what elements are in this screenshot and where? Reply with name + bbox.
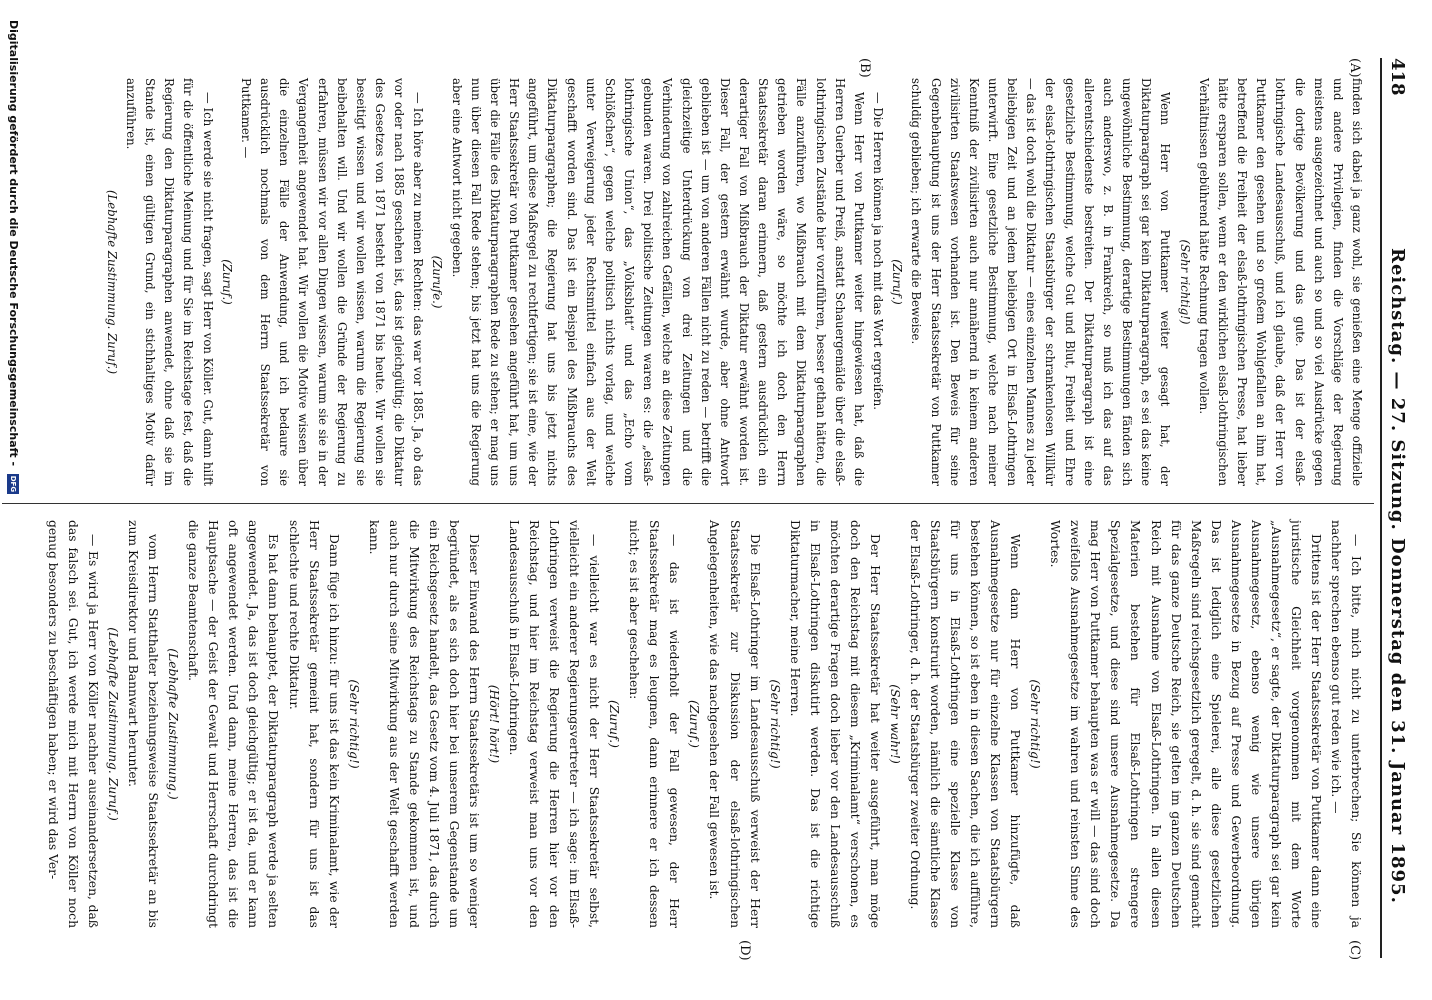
interjection: (Zurufe.)	[430, 255, 445, 309]
paragraph: — Ich werde sie nicht fragen, sagt Herr von Köller. Gut, dann hilft für die öffentliche Meinung und für Sie im Reichstage fest, daß die Regierung den Diktaturparagraphen anwendet, ohne daß sie im Stande ist, einen gültigen Grund, ein stichhaltiges Motiv dafür anzuführen.	[124, 78, 215, 486]
paragraph: Wenn dann Herr von Puttkamer hinzufügte, daß Ausnahmegesetze nur für einzelne Klassen von Staatsbürgern bestehen können, so ist eben in diesen Sachen, die ich aufführe, für uns in Elsaß-Lothringen eine spezielle Klasse von Staatsbürgern konstruirt worden, nämlich die sämtliche Klasse der Elsaß-Lothringer, d. h. der Staatsbürger zweiter Ordnung.	[907, 520, 1023, 928]
paragraph: Dann füge ich hinzu: für uns ist das kein Kriminalamt, wie der Herr Staatssekretär gemeint hat, sondern für uns ist das schlechte und rechte Diktatur.	[286, 520, 341, 928]
paragraph: Die Elsaß-Lothringer im Landesausschuß verweist der Herr Staatssekretär zur Diskussion der elsaß-lothringischen Angelegenheiten, wie das nachgesehen der Fall gewesen ist.	[707, 520, 762, 928]
margin-mark-d: (D)	[737, 940, 752, 961]
paragraph: Wenn Herr von Puttkamer weiter gesagt hat, der Diktaturparagraph sei gar kein Diktaturparagraph, es sei das keine ungewöhnliche Bestimmung, derartige Bestimmungen fänden sich auch anderswo, z. B. in Frankreich, so muß ich das auf das allerentschiedenste bestreiten. Der Diktaturparagraph ist eine gesetzliche Bestimmung, welche Gut und Blut, Freiheit und Ehre der elsaß-lothringischen Staatsbürger der schrankenlosen Willkür — das ist doch wohl die Diktatur — eines einzelnen Mannes zu jeder beliebigen Zeit und an jedem beliebigen Ort in Elsaß-Lothringen unterwirft. Eine gesetzliche Bestimmung, welche nach meiner Kenntniß der zivilisirten auch nur annähernd in keinem anderen zivilisirten Staatswesen vorhanden ist. Den Beweis für seine Gegenbehauptung ist uns der Herr Staatssekretär von Puttkamer schuldig geblieben; ich erwarte die Beweise.	[909, 78, 1173, 486]
interjection: (Sehr wahr!)	[887, 684, 902, 764]
paragraph: Drittens ist der Herr Staatssekretär von Puttkamer dann eine juristische Gleichheit vorgenommen mit dem Worte „Ausnahmegesetz“, er sagte, der Diktaturparagraph sei gar kein Ausnahmegesetz, ebenso wenig wie unsere übrigen Ausnahmegesetze in Bezug auf Presse und Gewerbeordnung. Das ist lediglich eine Spielerei, alle diese gesetzlichen Maßregeln sind reichsgesetzlich geregelt, d. h. sie sind gemacht für das ganze Deutsche Reich, sie gelten im ganzen Deutschen Reich mit Ausnahme von Elsaß-Lothringen. In allen diesen Materien bestehen für Elsaß-Lothringen strengere Spezialgesetze, und diese sind unsere Ausnahmegesetze. Da mag Herr von Puttkamer behaupten was er will — das sind doch zweifellos Ausnahmegesetze im wahren und reinsten Sinne des Wortes.	[1048, 520, 1323, 928]
paragraph: — Es wird ja Herr von Köller nachher auseinandersetzen, daß das falsch sei. Gut, ich werde mich mit Herrn von Köller noch genug besonders zu beschäftigen haben; er wird das Ver-	[45, 520, 101, 928]
page-title: Reichstag. — 27. Sitzung. Donnerstag den 31. Januar 1895.	[1387, 248, 1408, 904]
paragraph: Der Herr Staatssekretär hat weiter ausgeführt, man möge doch den Reichstag mit diesem „Kriminalamt“ verschonen, es möchten derartige Fragen doch lieber vor den Landesausschuß in Elsaß-Lothringen diskutirt werden. Das ist die richtige Diktaturmacher, meine Herren.	[787, 520, 882, 928]
paragraph: Es hat dann behauptet, der Diktaturparagraph werde ja selten angewendet. Ja, das ist doch gleichgültig; er ist da, und er kann oft angewendet werden. Und dann, meine Herren, das ist die Hauptsache — der Geist der Gewalt und Herrschaft durchdringt die ganze Beamtenschaft.	[186, 520, 281, 928]
paragraph: — Ich höre aber zu meinen Rechten: das war vor 1885. Ja, ob das vor oder nach 1885 geschehen ist, das ist gleichgültig; die Diktatur des Gesetzes von 1871 besteht von 1871 bis heute. Wir wollen sie beseitigt wissen und wir wollen wissen, warum die Regierung sie beibehalten will. Und wir wollen die Gründe der Regierung zu erfahren, müssen wir vor allen Dingen wissen, warum sie sie in der Vergangenheit angewendet hat. Wir wollen die Motive wissen über die einzelnen Fälle der Anwendung, und ich bedaure sie ausdrücklich nochmals von dem Herrn Staatssekretär von Puttkamer. —	[238, 78, 426, 486]
interjection: (Lebhafte Zustimmung. Zuruf.)	[106, 627, 121, 821]
margin-mark-c: (C)	[1347, 940, 1362, 961]
paragraph: vom Herrn Statthalter beziehungsweise Staatssekretär an bis zum Kreisdirektor und Bannwart herunter.	[126, 520, 161, 928]
interjection: (Sehr richtig!)	[1028, 679, 1043, 769]
digitization-footer	[2, 20, 20, 960]
interjection: (Zuruf.)	[890, 259, 905, 305]
page-header	[1380, 58, 1410, 958]
interjection: (Lebhafte Zustimmung. Zuruf.)	[104, 189, 119, 375]
paragraph: — Die Herren können ja noch mit das Wort ergreifen.	[871, 92, 886, 410]
paragraph: — das ist wiederholt der Fall gewesen, der Herr Staatssekretär mag es leugnen, dann erinnere er ich dessen nicht; es ist aber geschehen:	[627, 520, 682, 928]
left-column	[102, 78, 1366, 486]
paragraph: — vielleicht war es nicht der Herr Staatssekretär selbst, vielleicht ein anderer Regierungsvertreter — ich sage: im Elsaß-Lothringen verweist die Regierung die Herren hier vor den Reichstag, und hier im Reichstag verweist man uns vor den Landesausschuß in Elsaß-Lothringen.	[507, 520, 602, 928]
interjection: (Hört! hört!)	[486, 684, 501, 764]
paragraph: — Ich bitte, mich nicht zu unterbrechen; Sie können ja nachher sprechen ebenso gut reden wie ich. —	[1328, 520, 1363, 928]
column-divider	[2, 503, 1374, 504]
margin-mark-b: (B)	[857, 58, 872, 78]
paragraph: Dieser Einwand des Herrn Staatssekretärs ist um so weniger begründet, als es sich doch hier bei unserem Gegenstande um ein Reichsgesetz handelt, das Gesetz vom 4. Juli 1871, das durch die Mitwirkung des Reichstags zu Stande gekommen ist, und auch nur durch seine Mitwirkung aus der Welt geschafft werden kann.	[366, 520, 481, 928]
paragraph: Wenn Herr von Puttkamer weiter hingewiesen hat, daß die Herren Guerber und Preiß, anstatt Schauergemälde über die elsaß-lothringischen Zustände hier vorzuführen, besser gethan hätten, die Fälle anzuführen, wo Mißbrauch mit dem Diktaturparagraphen getrieben worden wäre, so möchte ich doch den Herrn Staatssekretär daran erinnern, daß gestern ausdrücklich ein derartiger Fall von Mißbrauch der Diktatur erwähnt worden ist. Dieser Fall, der gestern erwähnt wurde, aber ohne Antwort geblieben ist — um von anderen Fällen nicht zu reden — betrifft die gleichzeitige Unterdrückung von drei Zeitungen und die Verhinderung von zahlreichen Gefällen, welche an diese Zeitungen gebunden waren. Drei politische Zeitungen waren es: die „elsaß-lothringische Union“, das „Volksblatt“ und das „Echo vom Schlößchen“, gegen welche politisch nichts vorlag, und welche unter Verweigerung jeder Rechtsmittel einfach aus der Welt geschafft worden sind. Das ist ein Beispiel des Mißbrauchs des Diktaturparagraphen; die Regierung hat uns bis jetzt nichts angeführt, um diese Maßregel zu rechtfertigen; sie ist eine, wie der Herr Staatssekretär von Puttkamer gesehen angeführt hat, um uns über die Fälle des Diktaturparagraphen Rede zu stehen; er mag uns nun über diesen Fall Rede stehen; bis jetzt hat uns die Regierung aber eine Antwort nicht gegeben.	[449, 78, 866, 486]
interjection: (Zuruf.)	[219, 259, 234, 305]
margin-mark-a: (A)	[1347, 58, 1362, 78]
interjection: (Zuruf.)	[607, 700, 622, 748]
interjection: (Lebhafte Zustimmung.)	[166, 648, 181, 800]
interjection: (Sehr richtig!)	[1177, 239, 1192, 325]
interjection: (Sehr richtig!)	[346, 679, 361, 769]
interjection: (Sehr richtig!)	[767, 679, 782, 769]
footer-text: Digitalisierung gefördert durch die Deutsche Forschungsgemeinschaft -	[7, 20, 20, 467]
interjection: (Zuruf.)	[687, 700, 702, 748]
page-number: 418	[1387, 58, 1408, 96]
dfg-logo: DFG	[9, 475, 17, 493]
paragraph: finden sich dabei ja ganz wohl, sie genießen eine Menge offizielle und andere Privilegien, finden die Vorschläge der Regierung meistens ausgezeichnet und auch so und so viel Ausdrücke gegen die dortige Bevölkerung und das gute. Das ist der elsaß-lothringische Landesausschuß, und ich glaube, daß der Herr von Puttkamer den gesehen und so großem Wohlgefallen an ihm hat, betreffend die Freiheit der elsaß-lothringischen Presse, hat lieber hätte ersparen sollen, wenn er den wirklichen elsaß-lothringischen Verhältnissen gebührend hätte Rechnung tragen wollen.	[1196, 78, 1364, 486]
right-column	[43, 520, 1366, 928]
